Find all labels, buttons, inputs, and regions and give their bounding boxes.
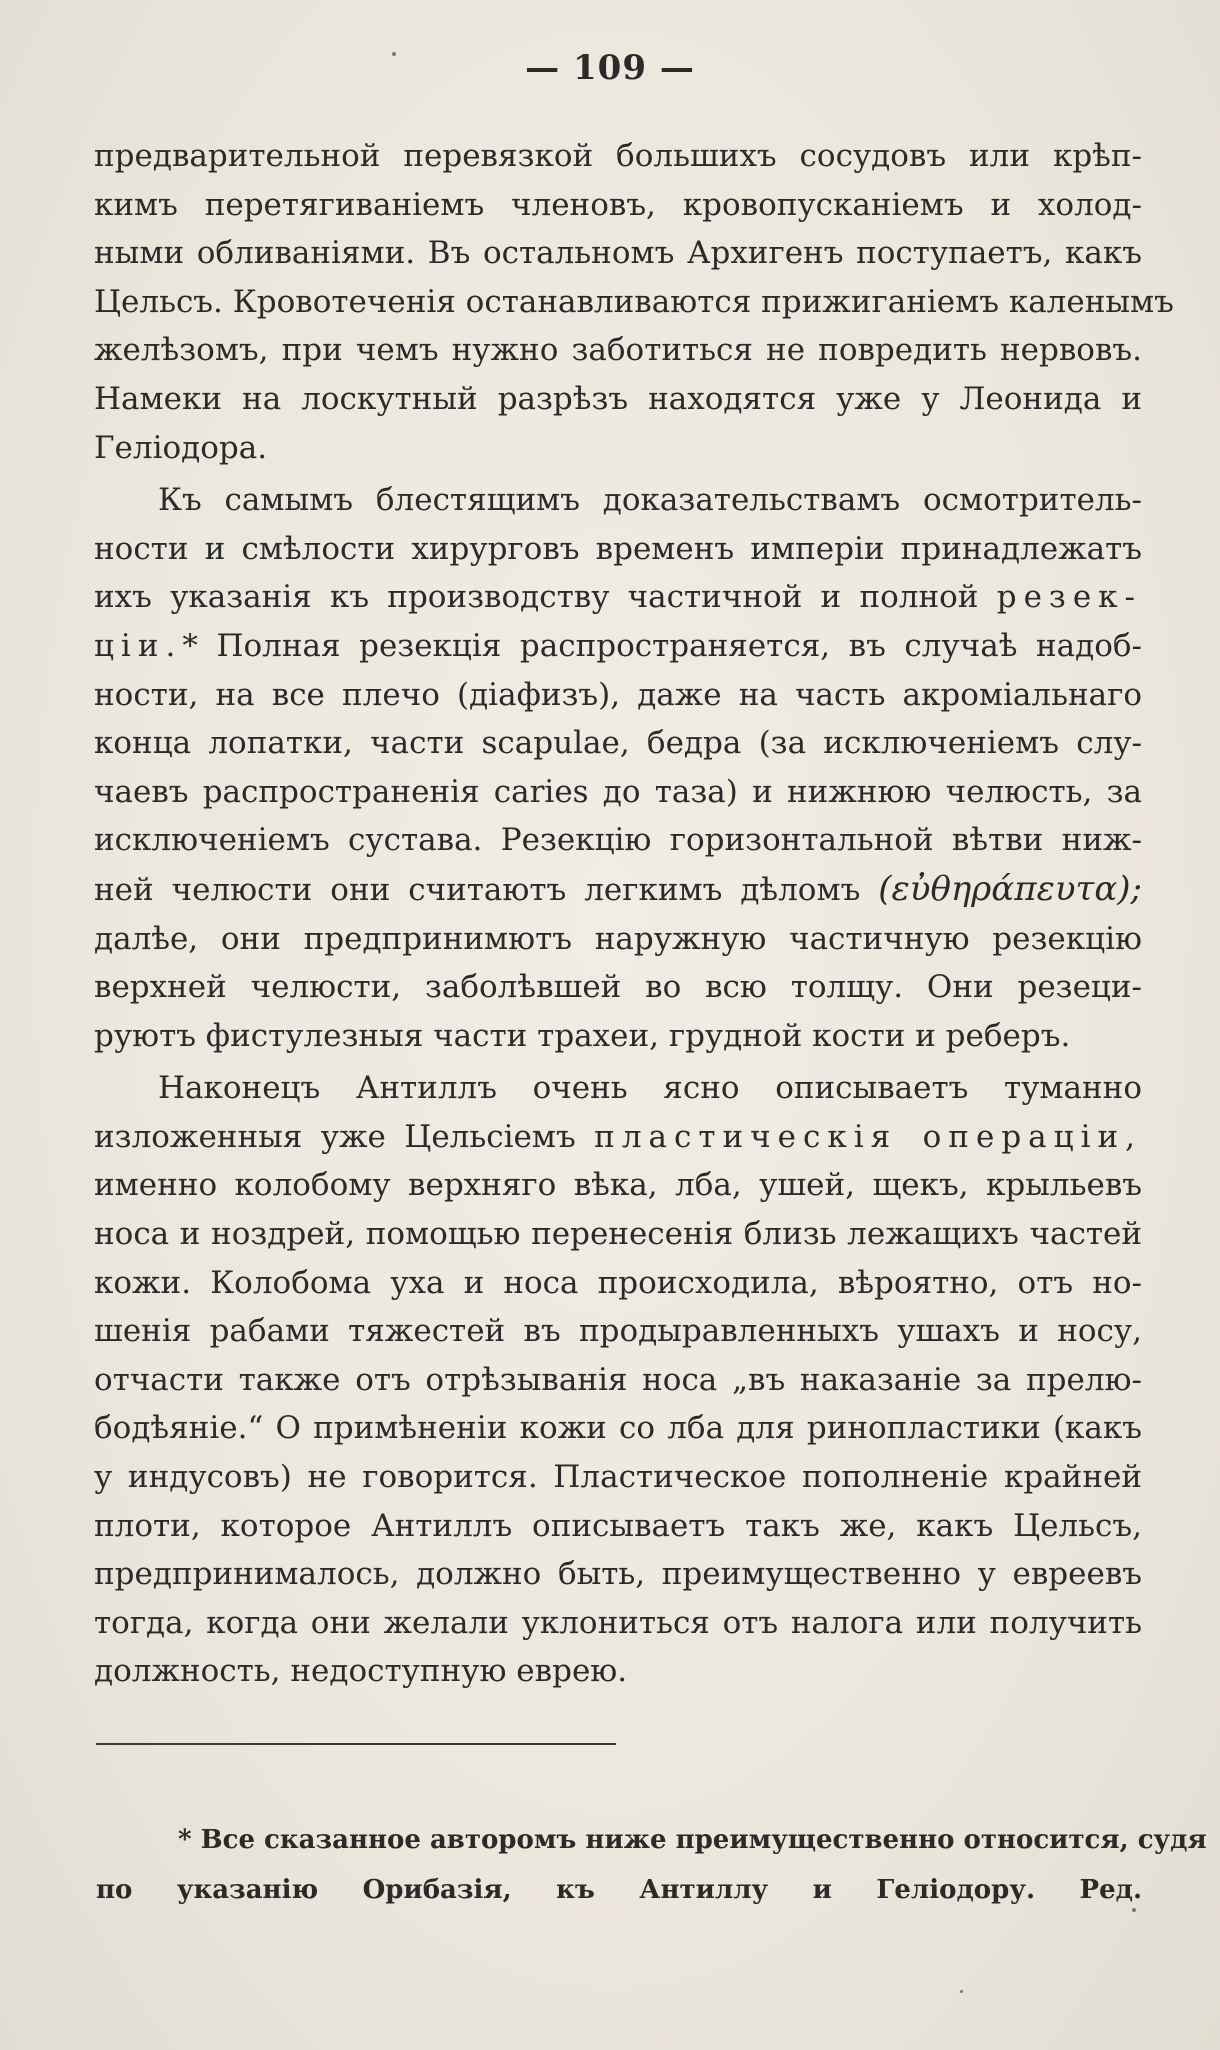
paragraph-1 bbox=[94, 132, 1174, 472]
text-line: ными обливаніями. Въ остальномъ Архигенъ поступаетъ, какъ bbox=[94, 235, 1142, 272]
text-fragment: изложенныя уже Цельсіемъ bbox=[94, 1118, 576, 1155]
paper-speck bbox=[392, 52, 396, 56]
text-line: бодѣяніе.“ О примѣненіи кожи со лба для ринопластики (какъ bbox=[94, 1410, 1142, 1447]
spaced-term: пластическія операціи, bbox=[594, 1118, 1143, 1155]
text-line: именно колобому верхняго вѣка, лба, ушей, щекъ, крыльевъ bbox=[94, 1167, 1142, 1204]
main-text bbox=[94, 132, 1174, 1696]
footnote-divider bbox=[96, 1743, 616, 1745]
text-line: тогда, когда они желали уклониться отъ налога или получить bbox=[94, 1604, 1142, 1641]
text-line: кожи. Колобома уха и носа происходила, вѣроятно, отъ но- bbox=[94, 1264, 1142, 1301]
text-line: Цельсъ. Кровотеченія останавливаются прижиганіемъ каленымъ bbox=[94, 283, 1174, 320]
footnote bbox=[96, 1815, 1207, 1915]
text-line: шенія рабами тяжестей въ продыравленныхъ ушахъ и носу, bbox=[94, 1313, 1142, 1350]
text-line: Къ самымъ блестящимъ доказательствамъ осмотритель- bbox=[158, 482, 1142, 519]
text-fragment: ихъ указанія къ производству частичной и полной bbox=[94, 579, 979, 616]
text-line: ности, на все плечо (діафизъ), даже на часть акроміальнаго bbox=[94, 676, 1142, 713]
editor-mark: Ред. bbox=[1079, 1875, 1142, 1905]
text-line bbox=[94, 622, 1142, 671]
text-line: исключеніемъ сустава. Резекцію горизонтальной вѣтви ниж- bbox=[94, 822, 1142, 859]
spaced-term: ціи. bbox=[94, 627, 183, 664]
text-fragment: ней челюсти они считаютъ легкимъ дѣломъ bbox=[94, 871, 861, 908]
spaced-term: резек- bbox=[996, 579, 1143, 616]
text-line: отчасти также отъ отрѣзыванія носа „въ наказаніе за прелю- bbox=[94, 1361, 1142, 1398]
paragraph-2 bbox=[94, 476, 1142, 1060]
text-line: желѣзомъ, при чемъ нужно заботиться не повредить нервовъ. bbox=[94, 332, 1142, 369]
text-line: предпринималось, должно быть, преимущественно у евреевъ bbox=[94, 1556, 1142, 1593]
footnote-text: по указанію Орибазія, къ Антиллу и Геліодору. bbox=[96, 1875, 1036, 1905]
footnote-line: * Все сказанное авторомъ ниже преимущественно относится, судя bbox=[178, 1825, 1207, 1855]
text-line: у индусовъ) не говорится. Пластическое пополненіе крайней bbox=[94, 1459, 1142, 1496]
text-line: руютъ фистулезныя части трахеи, грудной кости и реберъ. bbox=[94, 1017, 1071, 1054]
footnote-line bbox=[96, 1865, 1142, 1915]
paragraph-3 bbox=[94, 1064, 1142, 1696]
text-line bbox=[94, 1113, 1142, 1162]
text-line: предварительной перевязкой большихъ сосудовъ или крѣп- bbox=[94, 138, 1142, 174]
text-line: Наконецъ Антиллъ очень ясно описываетъ туманно bbox=[158, 1070, 1142, 1107]
paper-speck bbox=[1132, 1908, 1136, 1912]
text-line: верхней челюсти, заболѣвшей во всю толщу. Они резеци- bbox=[94, 969, 1142, 1006]
text-line: Геліодора. bbox=[94, 429, 268, 466]
text-line bbox=[94, 865, 1142, 915]
page-number: — 109 — bbox=[525, 48, 695, 88]
text-line: ности и смѣлости хирурговъ временъ имперіи принадлежатъ bbox=[94, 530, 1142, 567]
text-line: должность, недоступную еврею. bbox=[94, 1653, 628, 1690]
text-line: конца лопатки, части scapulae, бедра (за исключеніемъ слу- bbox=[94, 725, 1142, 762]
text-fragment: * Полная резекція распространяется, въ случаѣ надоб- bbox=[182, 627, 1142, 664]
text-line: Намеки на лоскутный разрѣзъ находятся уже у Леонида и bbox=[94, 380, 1142, 417]
text-line: носа и ноздрей, помощью перенесенія близь лежащихъ частей bbox=[94, 1216, 1142, 1253]
greek-term: (εὐθηράπευτα); bbox=[878, 868, 1142, 909]
text-line: чаевъ распространенія caries до таза) и нижнюю челюсть, за bbox=[94, 773, 1142, 810]
text-line bbox=[94, 573, 1142, 622]
text-line: плоти, которое Антиллъ описываетъ такъ же, какъ Цельсъ, bbox=[94, 1507, 1142, 1544]
text-line: далѣе, они предпринимютъ наружную частичную резекцію bbox=[94, 920, 1142, 957]
text-line: кимъ перетягиваніемъ членовъ, кровопусканіемъ и холод- bbox=[94, 186, 1142, 223]
paper-speck bbox=[960, 1990, 963, 1993]
